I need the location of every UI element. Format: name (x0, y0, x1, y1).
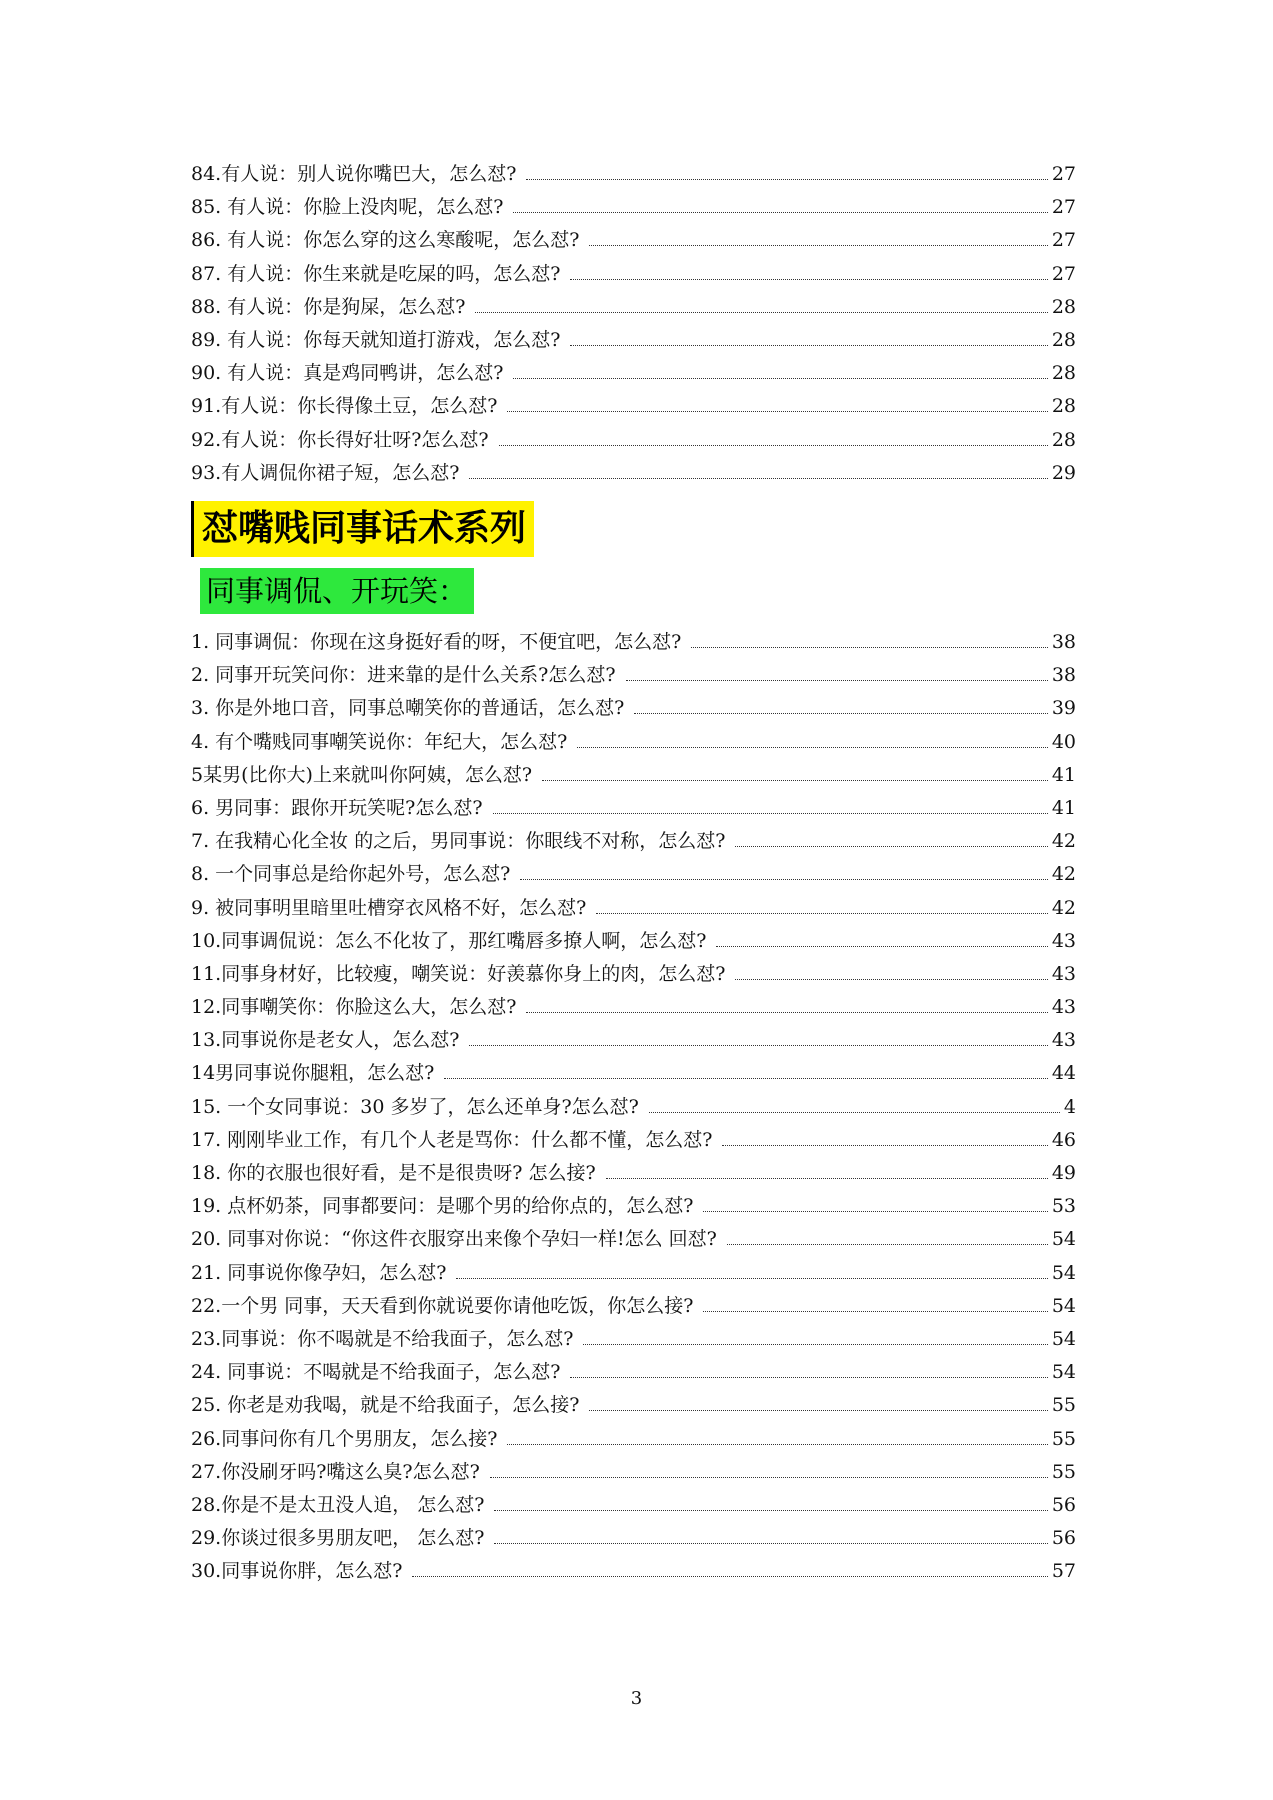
toc-entry-label: 20. 同事对你说：“你这件衣服穿出来像个孕妇一样!怎么 回怼? (191, 1228, 717, 1251)
toc-entry-page: 27 (1051, 229, 1076, 252)
toc-entry-page: 28 (1051, 362, 1076, 385)
toc-dot-leader (526, 1012, 1047, 1013)
toc-entry-page: 57 (1051, 1560, 1076, 1583)
toc-entry[interactable] (191, 1489, 1076, 1522)
toc-entry[interactable] (191, 1223, 1076, 1256)
toc-entry[interactable] (191, 726, 1076, 759)
toc-entry[interactable] (191, 825, 1076, 858)
toc-list-part1 (191, 158, 1076, 490)
toc-entry[interactable] (191, 958, 1076, 991)
toc-entry-page: 54 (1051, 1261, 1076, 1284)
toc-entry[interactable] (191, 291, 1076, 324)
toc-entry-page: 49 (1051, 1162, 1076, 1184)
toc-dot-leader (494, 1510, 1047, 1511)
toc-dot-leader (412, 1576, 1047, 1577)
toc-entry[interactable] (191, 1257, 1076, 1290)
toc-entry-label: 9. 被同事明里暗里吐槽穿衣风格不好，怎么怼? (191, 896, 587, 919)
toc-entry-label: 29.你谈过很多男朋友吧， 怎么怼? (191, 1527, 485, 1550)
toc-entry[interactable] (191, 1124, 1076, 1157)
toc-entry[interactable] (191, 626, 1076, 659)
toc-entry-label: 3. 你是外地口音，同事总嘲笑你的普通话，怎么怼? (191, 697, 625, 720)
toc-entry-page: 43 (1051, 929, 1076, 952)
toc-entry[interactable] (191, 1024, 1076, 1057)
toc-entry-label: 18. 你的衣服也很好看，是不是很贵呀? 怎么接? (191, 1162, 596, 1184)
toc-entry-label: 30.同事说你胖，怎么怼? (191, 1560, 403, 1583)
toc-dot-leader (507, 411, 1047, 412)
toc-entry[interactable] (191, 457, 1076, 490)
toc-entry-label: 89. 有人说：你每天就知道打游戏，怎么怼? (191, 328, 561, 351)
toc-entry[interactable] (191, 659, 1076, 692)
toc-entry[interactable] (191, 191, 1076, 224)
toc-entry-label: 12.同事嘲笑你：你脸这么大，怎么怼? (191, 996, 517, 1019)
toc-entry-label: 23.同事说：你不喝就是不给我面子，怎么怼? (191, 1327, 574, 1350)
toc-dot-leader (520, 879, 1047, 880)
toc-entry[interactable] (191, 1057, 1076, 1090)
toc-dot-leader (596, 913, 1047, 914)
toc-entry-page: 55 (1051, 1427, 1076, 1450)
toc-entry-label: 19. 点杯奶茶，同事都要问：是哪个男的给你点的，怎么怼? (191, 1195, 694, 1218)
toc-entry-page: 41 (1051, 763, 1076, 786)
toc-entry-page: 28 (1051, 395, 1076, 418)
toc-dot-leader (691, 647, 1047, 648)
toc-dot-leader (493, 813, 1048, 814)
toc-entry-page: 28 (1051, 295, 1076, 318)
toc-dot-leader (490, 1477, 1048, 1478)
toc-dot-leader (703, 1311, 1047, 1312)
toc-entry-label: 17. 刚刚毕业工作，有几个人老是骂你：什么都不懂，怎么怼? (191, 1128, 713, 1151)
toc-entry-page: 28 (1051, 328, 1076, 351)
toc-entry-label: 14男同事说你腿粗，怎么怼? (191, 1062, 435, 1085)
toc-entry-label: 21. 同事说你像孕妇，怎么怼? (191, 1261, 447, 1284)
section-title: 怼嘴贱同事话术系列 (191, 501, 534, 557)
toc-entry-label: 15. 一个女同事说：30 多岁了，怎么还单身?怎么怼? (191, 1095, 639, 1118)
toc-entry-page: 43 (1051, 1029, 1076, 1052)
toc-entry-label: 22.一个男 同事，天天看到你就说要你请他吃饭，你怎么接? (191, 1294, 694, 1317)
toc-dot-leader (469, 478, 1047, 479)
toc-entry-page: 42 (1051, 863, 1076, 886)
toc-entry-page: 46 (1051, 1128, 1076, 1151)
toc-entry[interactable] (191, 390, 1076, 423)
toc-entry-page: 53 (1051, 1195, 1076, 1218)
toc-entry-label: 4. 有个嘴贱同事嘲笑说你：年纪大，怎么怼? (191, 730, 568, 753)
toc-entry-page: 54 (1051, 1327, 1076, 1350)
toc-dot-leader (475, 312, 1047, 313)
toc-entry-label: 25. 你老是劝我喝，就是不给我面子，怎么接? (191, 1394, 580, 1417)
toc-dot-leader (513, 378, 1047, 379)
toc-entry[interactable] (191, 1190, 1076, 1223)
toc-dot-leader (499, 445, 1048, 446)
toc-entry[interactable] (191, 991, 1076, 1024)
toc-dot-leader (469, 1045, 1047, 1046)
toc-entry[interactable] (191, 792, 1076, 825)
toc-entry[interactable] (191, 258, 1076, 291)
toc-dot-leader (526, 179, 1047, 180)
toc-entry-label: 84.有人说：别人说你嘴巴大，怎么怼? (191, 163, 517, 185)
toc-entry-label: 87. 有人说：你生来就是吃屎的吗，怎么怼? (191, 262, 561, 285)
toc-dot-leader (703, 1211, 1047, 1212)
toc-dot-leader (735, 979, 1047, 980)
toc-entry-page: 29 (1051, 461, 1076, 484)
toc-entry[interactable] (191, 692, 1076, 725)
toc-entry[interactable] (191, 925, 1076, 958)
toc-entry[interactable] (191, 892, 1076, 925)
toc-entry-page: 54 (1051, 1361, 1076, 1384)
toc-entry-label: 93.有人调侃你裙子短，怎么怼? (191, 461, 460, 484)
toc-dot-leader (589, 245, 1047, 246)
toc-entry-label: 2. 同事开玩笑问你：进来靠的是什么关系?怎么怼? (191, 664, 616, 687)
toc-entry[interactable] (191, 759, 1076, 792)
toc-entry-page: 27 (1051, 196, 1076, 219)
toc-dot-leader (513, 212, 1047, 213)
toc-entry[interactable] (191, 1091, 1076, 1124)
toc-entry-page: 42 (1051, 830, 1076, 853)
toc-entry-label: 91.有人说：你长得像土豆，怎么怼? (191, 395, 498, 418)
toc-entry-label: 88. 有人说：你是狗屎，怎么怼? (191, 295, 466, 318)
toc-dot-leader (507, 1444, 1047, 1445)
toc-dot-leader (716, 946, 1047, 947)
toc-dot-leader (570, 279, 1047, 280)
toc-entry-page: 27 (1051, 262, 1076, 285)
toc-entry[interactable] (191, 1157, 1076, 1190)
toc-entry-label: 5某男(比你大)上来就叫你阿姨，怎么怼? (191, 763, 533, 786)
toc-dot-leader (577, 747, 1047, 748)
toc-entry-page: 56 (1051, 1493, 1076, 1516)
toc-entry-label: 92.有人说：你长得好壮呀?怎么怼? (191, 428, 489, 451)
toc-entry[interactable] (191, 224, 1076, 257)
toc-entry-page: 43 (1051, 962, 1076, 985)
toc-entry-label: 27.你没刷牙吗?嘴这么臭?怎么怼? (191, 1460, 480, 1483)
toc-entry[interactable] (191, 324, 1076, 357)
toc-entry-label: 7. 在我精心化全妆 的之后，男同事说：你眼线不对称，怎么怼? (191, 830, 726, 853)
toc-entry-page: 41 (1051, 796, 1076, 819)
toc-entry-label: 11.同事身材好，比较瘦，嘲笑说：好羡慕你身上的肉，怎么怼? (191, 962, 726, 985)
toc-entry[interactable] (191, 424, 1076, 457)
toc-entry-label: 85. 有人说：你脸上没肉呢，怎么怼? (191, 196, 504, 219)
toc-entry-page: 42 (1051, 896, 1076, 919)
toc-entry[interactable] (191, 1456, 1076, 1489)
toc-dot-leader (570, 1377, 1047, 1378)
toc-dot-leader (626, 680, 1048, 681)
toc-entry-page: 56 (1051, 1527, 1076, 1550)
toc-entry[interactable] (191, 1555, 1076, 1588)
toc-entry-page: 54 (1051, 1294, 1076, 1317)
toc-entry[interactable] (191, 357, 1076, 390)
toc-entry[interactable] (191, 1423, 1076, 1456)
toc-entry-label: 10.同事调侃说：怎么不化妆了，那红嘴唇多撩人啊，怎么怼? (191, 929, 707, 952)
toc-entry[interactable] (191, 1522, 1076, 1555)
toc-dot-leader (634, 713, 1047, 714)
toc-entry[interactable] (191, 158, 1076, 191)
toc-dot-leader (727, 1244, 1048, 1245)
toc-entry-label: 13.同事说你是老女人，怎么怼? (191, 1029, 460, 1052)
toc-entry-page: 55 (1051, 1394, 1076, 1417)
toc-entry-page: 4 (1063, 1095, 1076, 1118)
toc-entry-page: 39 (1051, 697, 1076, 720)
toc-entry-label: 6. 男同事：跟你开玩笑呢?怎么怼? (191, 796, 483, 819)
toc-dot-leader (735, 846, 1047, 847)
toc-dot-leader (606, 1178, 1048, 1179)
toc-entry-page: 55 (1051, 1460, 1076, 1483)
subsection-title: 同事调侃、开玩笑： (200, 568, 474, 614)
toc-entry[interactable] (191, 1389, 1076, 1422)
toc-entry[interactable] (191, 1323, 1076, 1356)
toc-entry-page: 38 (1051, 664, 1076, 687)
toc-entry-page: 38 (1051, 631, 1076, 653)
toc-dot-leader (456, 1278, 1047, 1279)
toc-entry-page: 28 (1051, 428, 1076, 451)
toc-dot-leader (583, 1344, 1047, 1345)
toc-entry-page: 27 (1051, 163, 1076, 185)
page-number: 3 (630, 1688, 643, 1709)
toc-entry-label: 28.你是不是太丑没人追， 怎么怼? (191, 1493, 485, 1516)
toc-list-part2 (191, 626, 1076, 1588)
toc-dot-leader (444, 1078, 1047, 1079)
toc-entry-page: 54 (1051, 1228, 1076, 1251)
toc-entry-page: 43 (1051, 996, 1076, 1019)
toc-entry-label: 1. 同事调侃：你现在这身挺好看的呀，不便宜吧，怎么怼? (191, 631, 682, 653)
toc-entry[interactable] (191, 858, 1076, 891)
toc-entry-label: 26.同事问你有几个男朋友，怎么接? (191, 1427, 498, 1450)
toc-entry-label: 24. 同事说：不喝就是不给我面子，怎么怼? (191, 1361, 561, 1384)
toc-dot-leader (570, 345, 1047, 346)
toc-entry-page: 44 (1051, 1062, 1076, 1085)
toc-entry-label: 86. 有人说：你怎么穿的这么寒酸呢，怎么怼? (191, 229, 580, 252)
toc-dot-leader (722, 1145, 1047, 1146)
toc-dot-leader (649, 1112, 1060, 1113)
toc-dot-leader (494, 1543, 1047, 1544)
toc-entry-page: 40 (1051, 730, 1076, 753)
toc-entry[interactable] (191, 1290, 1076, 1323)
toc-entry[interactable] (191, 1356, 1076, 1389)
toc-entry-label: 90. 有人说：真是鸡同鸭讲，怎么怼? (191, 362, 504, 385)
toc-dot-leader (589, 1410, 1047, 1411)
toc-dot-leader (542, 780, 1048, 781)
toc-entry-label: 8. 一个同事总是给你起外号，怎么怼? (191, 863, 511, 886)
